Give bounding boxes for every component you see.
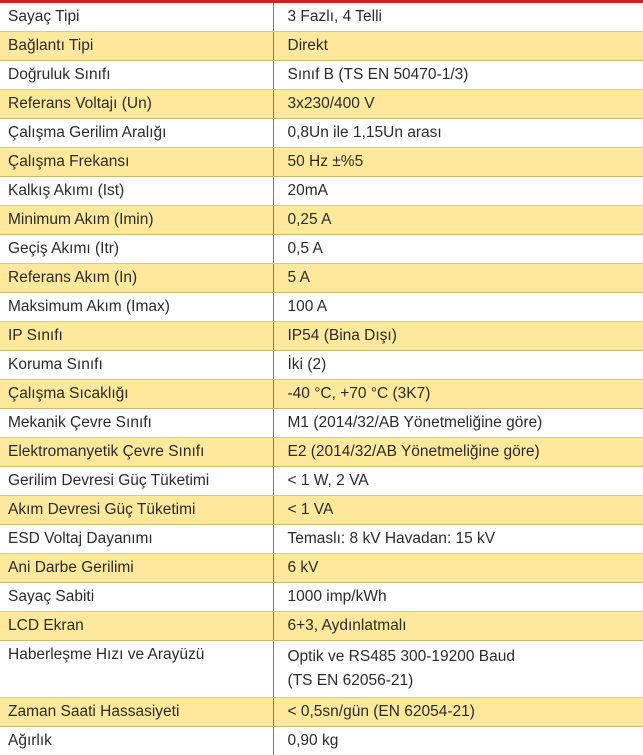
spec-label: Çalışma Frekansı: [0, 148, 273, 177]
spec-label: Geçiş Akımı (Itr): [0, 235, 273, 264]
spec-label: Sayaç Tipi: [0, 3, 273, 32]
spec-label: Doğruluk Sınıfı: [0, 61, 273, 90]
spec-label: Koruma Sınıfı: [0, 351, 273, 380]
spec-label: Gerilim Devresi Güç Tüketimi: [0, 467, 273, 496]
spec-table-body: [0, 3, 643, 755]
spec-value: 6 kV: [273, 554, 643, 583]
spec-value-line: Optik ve RS485 300-19200 Baud: [288, 645, 636, 669]
spec-row: [0, 438, 643, 467]
spec-table: [0, 3, 643, 755]
spec-label: Referans Akım (In): [0, 264, 273, 293]
spec-value: İki (2): [273, 351, 643, 380]
spec-value: IP54 (Bina Dışı): [273, 322, 643, 351]
spec-row: [0, 3, 643, 32]
spec-value: M1 (2014/32/AB Yönetmeliğine göre): [273, 409, 643, 438]
spec-value: 0,5 A: [273, 235, 643, 264]
spec-row: [0, 583, 643, 612]
spec-value: [273, 641, 643, 698]
spec-label: Haberleşme Hızı ve Arayüzü: [0, 641, 273, 698]
spec-row: [0, 119, 643, 148]
spec-row: [0, 235, 643, 264]
spec-row: [0, 206, 643, 235]
spec-label: Mekanik Çevre Sınıfı: [0, 409, 273, 438]
spec-row: [0, 525, 643, 554]
spec-row: [0, 554, 643, 583]
spec-row: [0, 148, 643, 177]
spec-value: 1000 imp/kWh: [273, 583, 643, 612]
spec-value: 3 Fazlı, 4 Telli: [273, 3, 643, 32]
spec-value: 100 A: [273, 293, 643, 322]
spec-row: [0, 61, 643, 90]
spec-value: -40 °C, +70 °C (3K7): [273, 380, 643, 409]
spec-label: IP Sınıfı: [0, 322, 273, 351]
spec-label: Elektromanyetik Çevre Sınıfı: [0, 438, 273, 467]
spec-row: [0, 351, 643, 380]
spec-value: E2 (2014/32/AB Yönetmeliğine göre): [273, 438, 643, 467]
spec-label: Maksimum Akım (Imax): [0, 293, 273, 322]
spec-row: [0, 264, 643, 293]
spec-value: 3x230/400 V: [273, 90, 643, 119]
spec-label: Kalkış Akımı (Ist): [0, 177, 273, 206]
spec-label: Ani Darbe Gerilimi: [0, 554, 273, 583]
spec-label: Referans Voltajı (Un): [0, 90, 273, 119]
spec-value: Temaslı: 8 kV Havadan: 15 kV: [273, 525, 643, 554]
spec-value: Sınıf B (TS EN 50470-1/3): [273, 61, 643, 90]
spec-row: [0, 380, 643, 409]
spec-row: [0, 727, 643, 755]
spec-row: [0, 641, 643, 698]
spec-label: LCD Ekran: [0, 612, 273, 641]
spec-row: [0, 698, 643, 727]
spec-row: [0, 177, 643, 206]
spec-value: 0,90 kg: [273, 727, 643, 755]
spec-row: [0, 467, 643, 496]
spec-value: 50 Hz ±%5: [273, 148, 643, 177]
spec-label: Akım Devresi Güç Tüketimi: [0, 496, 273, 525]
spec-row: [0, 409, 643, 438]
spec-row: [0, 612, 643, 641]
spec-row: [0, 32, 643, 61]
spec-label: Çalışma Sıcaklığı: [0, 380, 273, 409]
spec-label: Bağlantı Tipi: [0, 32, 273, 61]
spec-row: [0, 90, 643, 119]
spec-label: Sayaç Sabiti: [0, 583, 273, 612]
spec-row: [0, 496, 643, 525]
spec-value: 6+3, Aydınlatmalı: [273, 612, 643, 641]
spec-row: [0, 293, 643, 322]
spec-value: 20mA: [273, 177, 643, 206]
spec-value: < 0,5sn/gün (EN 62054-21): [273, 698, 643, 727]
spec-label: Ağırlık: [0, 727, 273, 755]
spec-value: 0,25 A: [273, 206, 643, 235]
spec-row: [0, 322, 643, 351]
spec-value-line: (TS EN 62056-21): [288, 669, 636, 693]
spec-value: 5 A: [273, 264, 643, 293]
spec-label: Çalışma Gerilim Aralığı: [0, 119, 273, 148]
spec-label: Zaman Saati Hassasiyeti: [0, 698, 273, 727]
spec-label: Minimum Akım (Imin): [0, 206, 273, 235]
spec-value: < 1 VA: [273, 496, 643, 525]
spec-label: ESD Voltaj Dayanımı: [0, 525, 273, 554]
spec-value: 0,8Un ile 1,15Un arası: [273, 119, 643, 148]
spec-value: < 1 W, 2 VA: [273, 467, 643, 496]
spec-value: Direkt: [273, 32, 643, 61]
